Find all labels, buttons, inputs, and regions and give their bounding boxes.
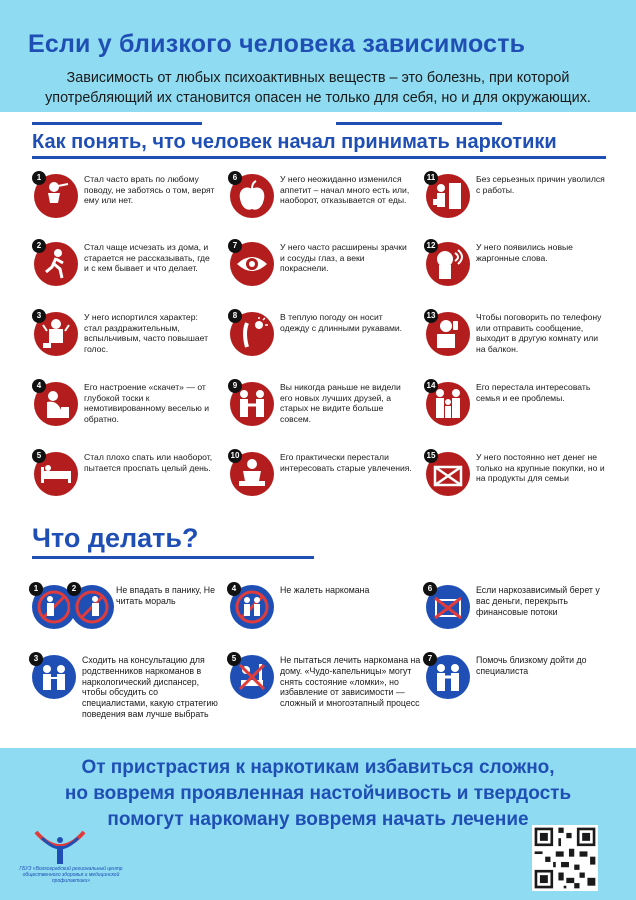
angry-icon <box>39 317 73 351</box>
action-number: 7 <box>423 652 437 666</box>
logo-icon <box>30 826 90 866</box>
action-item-5 <box>230 655 430 725</box>
signs-title-underline <box>32 122 202 125</box>
new-friends-icon <box>235 387 269 421</box>
sign-item-5 <box>34 452 214 510</box>
no-home-treatment-icon <box>235 660 269 694</box>
sign-text: Его перестала интересовать семья и ее проблемы. <box>476 382 591 403</box>
sad-person-icon <box>39 387 73 421</box>
action-number: 5 <box>227 652 241 666</box>
sign-number: 3 <box>32 309 46 323</box>
sign-text: В теплую погоду он носит одежду с длинными рукавами. <box>280 312 403 333</box>
long-sleeves-icon <box>235 317 269 351</box>
sign-text: Стал чаще исчезать из дома, и старается не рассказывать, где и с кем бывает и что делает. <box>84 242 210 274</box>
sign-item-6 <box>230 174 410 232</box>
sign-text: Чтобы поговорить по телефону или отправить сообщение, выходит в другую комнату или на балкон. <box>476 312 602 354</box>
action-item-6 <box>426 585 626 655</box>
qr-code-icon[interactable] <box>532 825 598 891</box>
sign-text: Вы никогда раньше не видели его новых лучших друзей, а старых не видите больше совсем. <box>280 382 401 424</box>
action-number-2: 2 <box>67 582 81 596</box>
sign-item-11 <box>426 174 606 232</box>
sign-number: 9 <box>228 379 242 393</box>
sign-number: 6 <box>228 171 242 185</box>
sign-text: У него часто расширены зрачки и сосуды глаз, а веки покраснели. <box>280 242 407 274</box>
action-text: Не пытаться лечить наркомана на дому. «Чудо-капельницы» могут снять состояние «ломки», но избавление от зависимости — сложный и многоэтапный процесс <box>280 655 421 709</box>
sign-item-7 <box>230 242 410 300</box>
running-away-icon <box>39 247 73 281</box>
page-title: Если у близкого человека зависимость <box>28 30 526 58</box>
org-name: ГБУЗ «Волгоградский региональный центр общественного здоровья и медицинской профилактики» <box>19 866 123 884</box>
no-pity-icon <box>235 590 269 624</box>
help-to-doctor-icon <box>431 660 465 694</box>
action-item-4 <box>230 585 430 655</box>
action-text: Не жалеть наркомана <box>280 585 370 595</box>
slogan-line-1: От пристрастия к наркотикам избавиться сложно, <box>81 757 555 778</box>
no-money-give-icon <box>431 590 465 624</box>
intro-text: Зависимость от любых психоактивных веществ – это болезнь, при которой употребляющий их становится опасен не только для себя, но и для окружающих. <box>45 70 591 106</box>
action-item-7 <box>426 655 626 725</box>
no-moralizing-icon <box>75 590 109 624</box>
action-text: Если наркозависимый берет у вас деньги, перекрыть финансовые потоки <box>476 585 600 617</box>
actions-title-underline <box>32 556 314 559</box>
action-number: 6 <box>423 582 437 596</box>
sign-text: У него постоянно нет денег не только на крупные покупки, но и на продукты для семьи <box>476 452 605 484</box>
family-icon <box>431 387 465 421</box>
sign-text: У него появились новые жаргонные слова. <box>476 242 573 263</box>
sign-number: 5 <box>32 449 46 463</box>
sign-number: 11 <box>424 171 438 185</box>
sign-item-8 <box>230 312 410 370</box>
sign-text: Стал плохо спать или наоборот, пытается проспать целый день. <box>84 452 213 473</box>
sign-text: Стал часто врать по любому поводу, не заботясь о том, верят ему или нет. <box>84 174 215 206</box>
signs-section-title: Как понять, что человек начал принимать наркотики <box>32 131 557 153</box>
quit-job-icon <box>431 179 465 213</box>
sign-text: Без серьезных причин уволился с работы. <box>476 174 605 195</box>
action-item-3 <box>32 655 232 725</box>
sign-number: 1 <box>32 171 46 185</box>
sign-number: 12 <box>424 239 438 253</box>
sign-number: 15 <box>424 449 438 463</box>
slang-icon <box>431 247 465 281</box>
action-number: 3 <box>29 652 43 666</box>
sign-item-9 <box>230 382 410 440</box>
signs-title-underline-3 <box>32 156 606 159</box>
actions-section-title: Что делать? <box>32 523 199 553</box>
sign-item-3 <box>34 312 214 370</box>
bed-icon <box>39 457 73 491</box>
sign-item-15 <box>426 452 606 510</box>
signs-title-underline-2 <box>336 122 502 125</box>
sign-number: 4 <box>32 379 46 393</box>
no-panic-icon <box>37 590 71 624</box>
sign-text: Его настроение «скачет» — от глубокой тоски к немотивированному веселью и обратно. <box>84 382 210 424</box>
liar-icon <box>39 179 73 213</box>
sign-text: У него испортился характер: стал раздражительным, вспыльчивым, часто повышает голос. <box>84 312 209 354</box>
no-money-icon <box>431 457 465 491</box>
hobbies-icon <box>235 457 269 491</box>
sign-item-10 <box>230 452 410 510</box>
consultation-icon <box>37 660 71 694</box>
sign-item-14 <box>426 382 606 440</box>
action-text: Не впадать в панику, Не читать мораль <box>116 585 216 606</box>
action-number: 1 <box>29 582 43 596</box>
sign-item-4 <box>34 382 214 440</box>
footer-slogan <box>14 755 622 833</box>
sign-item-13 <box>426 312 606 370</box>
sign-text: Его практически перестали интересовать старые увлечения. <box>280 452 412 473</box>
apple-icon <box>235 179 269 213</box>
sign-number: 14 <box>424 379 438 393</box>
sign-text: У него неожиданно изменился аппетит – начал много есть или, наоборот, отказывается от еды. <box>280 174 410 206</box>
sign-item-12 <box>426 242 606 300</box>
sign-item-2 <box>34 242 214 300</box>
phone-call-icon <box>431 317 465 351</box>
action-text: Помочь близкому дойти до специалиста <box>476 655 587 676</box>
sign-number: 8 <box>228 309 242 323</box>
slogan-line-2: но вовремя проявленная настойчивость и твердость <box>64 783 572 804</box>
sign-number: 2 <box>32 239 46 253</box>
action-item-1 <box>32 585 232 655</box>
sign-number: 10 <box>228 449 242 463</box>
eye-icon <box>235 247 269 281</box>
action-text: Сходить на консультацию для родственников наркоманов в наркологический диспансер, чтобы обсудить со специалистами, какую стратегию поведения вам лучше выбрать <box>82 655 218 719</box>
sign-item-1 <box>34 174 214 232</box>
action-number: 4 <box>227 582 241 596</box>
sign-number: 13 <box>424 309 438 323</box>
slogan-line-3: помогут наркоману вовремя начать лечение <box>107 809 529 830</box>
sign-number: 7 <box>228 239 242 253</box>
